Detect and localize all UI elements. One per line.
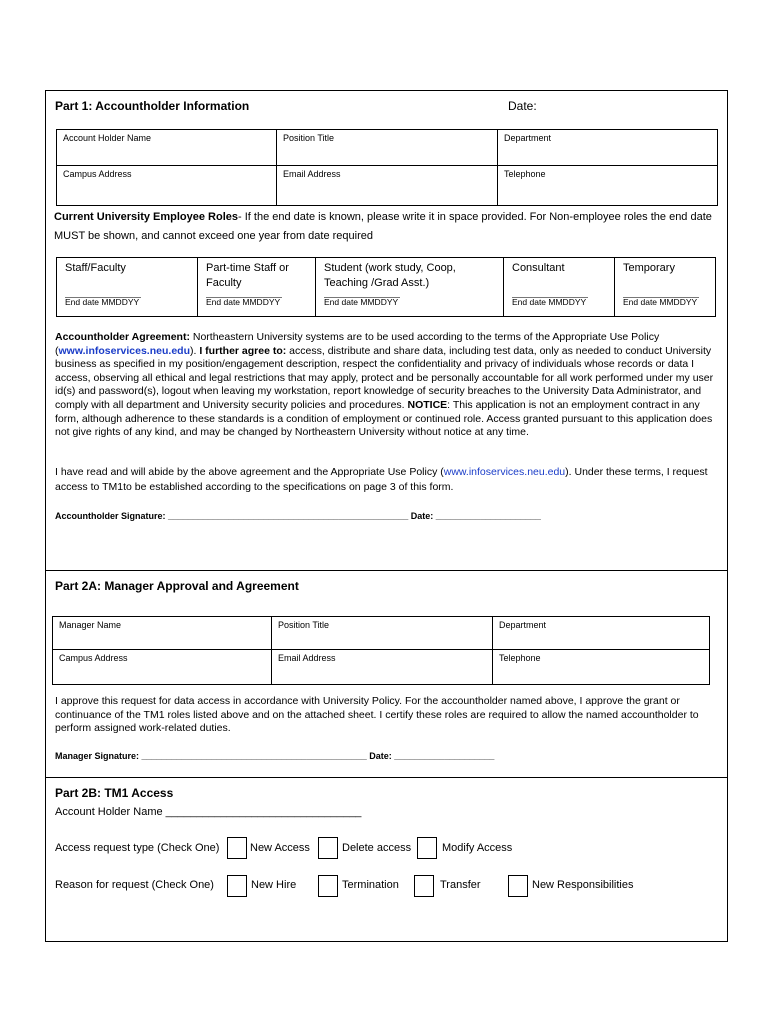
- termination-label: Termination: [342, 879, 399, 891]
- accountholder-signature-line[interactable]: Accountholder Signature: ________________________________________________ Date: _____________________: [55, 511, 541, 521]
- part1-info-row2: [56, 165, 718, 206]
- telephone-field[interactable]: Telephone: [504, 169, 546, 179]
- role-temporary[interactable]: [615, 258, 715, 316]
- role-staff-faculty[interactable]: [57, 258, 198, 316]
- manager-campus-address-field[interactable]: Campus Address: [53, 650, 272, 684]
- part2b-title: Part 2B: TM1 Access: [55, 786, 174, 800]
- manager-name-field[interactable]: Manager Name: [53, 617, 272, 649]
- agreement-title: Accountholder Agreement:: [55, 331, 190, 343]
- part1-info-row1: [56, 129, 718, 166]
- part1-title: Part 1: Accountholder Information: [55, 99, 250, 113]
- roles-table: [56, 257, 716, 317]
- roles-intro-text: - If the end date is known, please write it in space provided. For Non-employee roles the end date MUST be shown, and cannot exceed one year from date required: [54, 211, 712, 242]
- delete-access-checkbox[interactable]: [318, 837, 338, 859]
- role-end-date: End date MMDDYY: [623, 297, 698, 307]
- role-end-date: End date MMDDYY: [324, 297, 399, 307]
- agreement-text-2: ).: [189, 344, 200, 357]
- new-hire-label: New Hire: [251, 879, 297, 891]
- position-title-field[interactable]: Position Title: [277, 130, 498, 165]
- accountholder-agreement: [55, 331, 719, 440]
- part2a-info-row1: [52, 616, 710, 650]
- termination-checkbox[interactable]: [318, 875, 338, 897]
- agreement-text-1: Northeastern University systems are to be used according to the terms of the Appropriate Use Policy (: [55, 331, 660, 357]
- role-label: Student (work study, Coop, Teaching /Grad Asst.): [324, 262, 456, 289]
- campus-address-field[interactable]: Campus Address: [57, 166, 277, 205]
- new-access-checkbox[interactable]: [227, 837, 247, 859]
- roles-intro: [54, 208, 722, 246]
- new-hire-checkbox[interactable]: [227, 875, 247, 897]
- role-label: Consultant: [512, 262, 565, 274]
- agreement-notice: NOTICE: [407, 398, 448, 411]
- manager-position-title-field[interactable]: Position Title: [272, 617, 493, 649]
- manager-signature-line[interactable]: Manager Signature: _____________________________________________ Date: ____________________: [55, 751, 495, 761]
- agreement-text-4: : This application is not an employment contract in any form, although adherence to these standards is a condition of employment or continued role. Access granted pursuant to this application does not give rights of any kind, and may be changed by Northeastern University without notice at any time.: [55, 398, 713, 439]
- role-label: Part-time Staff or Faculty: [206, 262, 289, 289]
- new-access-label: New Access: [250, 842, 310, 854]
- read-text-2: ). Under these terms, I request access to TM1to be established according to the specifications on page 3 of this form.: [55, 466, 708, 493]
- role-label: Temporary: [623, 262, 675, 274]
- form-page: [45, 90, 728, 942]
- modify-access-label: Modify Access: [442, 842, 513, 854]
- account-holder-name-line[interactable]: Account Holder Name ________________________________: [55, 806, 362, 818]
- section-divider: [46, 777, 727, 778]
- manager-department-field[interactable]: Department: [499, 620, 547, 630]
- role-end-date: End date MMDDYY: [512, 297, 587, 307]
- delete-access-label: Delete access: [342, 842, 412, 854]
- manager-email-address-field[interactable]: Email Address: [272, 650, 493, 684]
- read-text-1: I have read and will abide by the above agreement and the Appropriate Use Policy (: [55, 466, 444, 478]
- role-student[interactable]: [316, 258, 504, 316]
- email-address-field[interactable]: Email Address: [277, 166, 498, 205]
- transfer-label: Transfer: [440, 879, 481, 891]
- role-end-date: End date MMDDYY: [206, 297, 281, 307]
- appropriate-use-link-2[interactable]: www.infoservices.neu.edu: [443, 466, 566, 478]
- reason-request-label: Reason for request (Check One): [55, 879, 214, 891]
- department-field[interactable]: Department: [504, 133, 552, 143]
- section-divider: [46, 570, 727, 571]
- agreement-text-3: access, distribute and share data, including test data, only as needed to conduct University business as specified in my position/engagement description, respect the confidentiality and privacy of individuals whose records or data I access, observing all ethical and legal restrictions that may apply, protect and be personally accountable for all work performed under my user id(s) and password(s), logout when leaving my workstation, report knowledge of security breaches to the University Data Administrator, and comply with all department and University security policies and procedures.: [55, 344, 714, 411]
- appropriate-use-link[interactable]: www.infoservices.neu.edu: [58, 344, 190, 357]
- roles-intro-bold: Current University Employee Roles: [54, 211, 239, 223]
- agreement-further-agree: I further agree to:: [199, 344, 287, 357]
- new-responsibilities-label: New Responsibilities: [532, 879, 634, 891]
- new-responsibilities-checkbox[interactable]: [508, 875, 528, 897]
- part1-date-label: Date:: [508, 99, 537, 113]
- role-part-time[interactable]: [198, 258, 316, 316]
- manager-telephone-field[interactable]: Telephone: [499, 653, 541, 663]
- role-label: Staff/Faculty: [65, 262, 126, 274]
- role-end-date: End date MMDDYY: [65, 297, 140, 307]
- read-agreement: [55, 465, 719, 495]
- modify-access-checkbox[interactable]: [417, 837, 437, 859]
- part2a-title: Part 2A: Manager Approval and Agreement: [55, 579, 299, 593]
- account-holder-name-field[interactable]: Account Holder Name: [57, 130, 277, 165]
- part2a-info-row2: [52, 649, 710, 685]
- manager-approval-text: I approve this request for data access in accordance with University Policy. For the accountholder named above, I approve the grant or continuance of the TM1 roles listed above and on the attached sheet. I certify these roles are required to allow the named accountholder to perform assigned work-related duties.: [55, 695, 699, 735]
- transfer-checkbox[interactable]: [414, 875, 434, 897]
- role-consultant[interactable]: [504, 258, 615, 316]
- access-request-label: Access request type (Check One): [55, 842, 220, 854]
